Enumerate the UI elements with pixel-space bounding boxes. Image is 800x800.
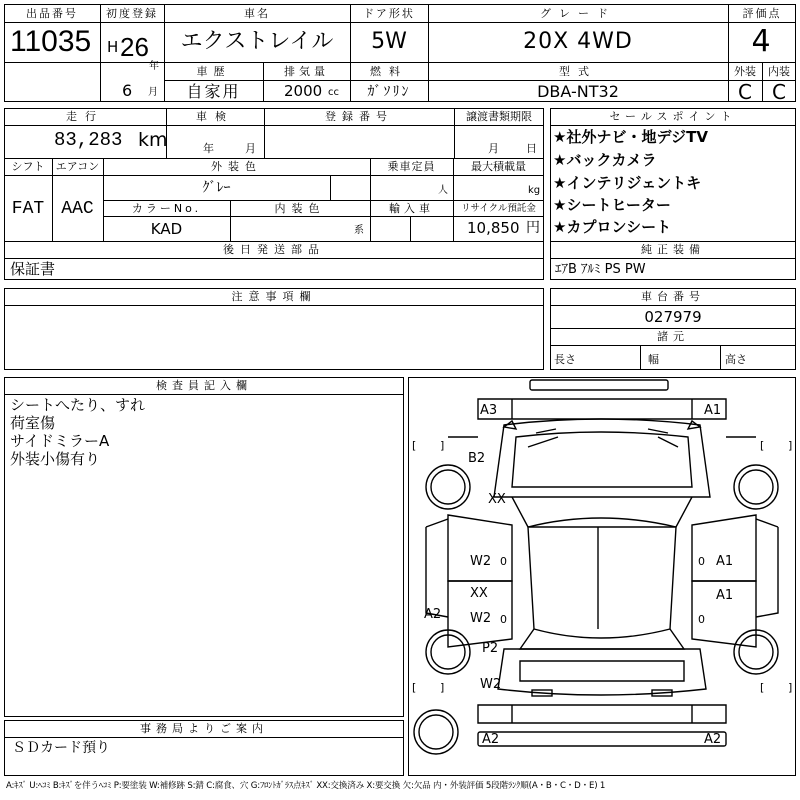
legend: A:ｷｽﾞ U:ﾍｺﾐ B:ｷｽﾞを伴うﾍｺﾐ P:要塗装 W:補修跡 S:錆 C:腐食、穴 G:ﾌﾛﾝﾄｶﾞﾗｽ点ｷｽﾞ XX:交換済み X:要交換 欠:欠品 内・外装評価 5段階ﾗﾝｸ順(A・B・C・D・E) 1 [6,781,606,791]
sales-point-1: ★社外ナビ・地デジTV [553,128,708,146]
capacity-label: 乗車定員 [387,160,436,173]
door-value: 5W [371,29,407,54]
interior-grade-value: C [772,79,786,104]
bracket-open-right-1: [ [760,439,765,452]
first-reg-label: 初度登録 [106,6,158,20]
mark-b2: B2 [468,451,486,466]
mileage-label: 走行 [66,110,104,123]
office-value: ＳＤカード預り [12,740,110,756]
chassis-value: 027979 [644,307,702,326]
zero-left-2: 0 [500,613,507,626]
displacement-value: 2000 [284,82,323,100]
mark-w2-3: W2 [480,677,502,692]
mark-w2-2: W2 [470,611,492,626]
mark-a2-br: A2 [704,732,722,747]
sales-point-3: ★インテリジェントキ [553,174,702,192]
score-label: 評価点 [742,6,782,20]
fuel-value: ｶﾞｿﾘﾝ [367,83,411,100]
sales-point-5: ★カプロンシート [553,218,672,236]
sales-point-4: ★シートヒーター [553,196,671,214]
bracket-close-left-1: ] [440,439,445,452]
transfer-day-unit: 日 [526,142,537,155]
displacement-label: 排気量 [284,65,329,78]
car-diagram [408,377,796,776]
first-reg-month: 6 [122,81,133,100]
history-value: 自家用 [186,81,241,101]
ext-color-label: 外装色 [211,160,262,173]
capacity-unit: 人 [438,185,448,196]
mark-xx-2: XX [470,586,488,601]
later-parts-label: 後日発送部品 [223,243,325,256]
inspector-note-3: サイドミラーA [10,432,110,450]
office-label: 事務局よりご案内 [140,722,268,735]
mileage-value: 83,283 [54,129,123,151]
grade-label: グレード [540,6,616,20]
mileage-unit: km [138,129,168,151]
car-name-value: エクストレイル [180,29,334,54]
reg-no-label: 登録番号 [325,110,393,123]
inspector-note-4: 外装小傷有り [10,450,101,468]
transfer-month-unit: 月 [488,142,499,155]
bracket-open-right-2: [ [760,681,765,694]
sales-point-2: ★バックカメラ [553,151,657,169]
ext-color-value: ｸﾞﾚｰ [202,180,231,196]
recycle-value: 10,850 [467,219,520,237]
aircon-label: エアコン [55,160,100,173]
dimensions-label: 諸元 [657,330,689,343]
grade-value: 20X 4WD [523,29,633,54]
bracket-close-right-1: ] [788,439,793,452]
model-label: 型式 [559,65,597,78]
equipment-label: 純正装備 [641,243,705,256]
inspector-label: 検査員記入欄 [156,379,252,392]
mark-a1-r1: A1 [716,554,734,569]
mark-a1-r2: A1 [716,588,734,603]
int-color-unit: 系 [354,225,364,236]
first-reg-month-unit: 月 [148,87,158,98]
transfer-label: 譲渡書類期限 [466,110,532,123]
model-value: DBA-NT32 [537,81,619,101]
door-label: ドア形状 [363,6,415,20]
shift-value: FAT [11,198,45,219]
notes-label: 注意事項欄 [231,290,317,303]
mark-a3-tl: A3 [480,403,498,418]
first-reg-era: H [107,38,119,56]
mark-xx-1: XX [488,492,506,507]
mark-a2-bl: A2 [482,732,500,747]
equipment-value: ｴｱB ｱﾙﾐ PS PW [555,262,646,277]
fuel-label: 燃料 [370,65,408,78]
zero-left-1: 0 [500,555,507,568]
mark-p2: P2 [482,641,499,656]
bracket-open-left-2: [ [412,681,417,694]
score-value: 4 [751,24,773,59]
displacement-unit: cc [328,87,339,98]
chassis-label: 車台番号 [641,290,705,303]
dimension-length-label: 長さ [554,353,576,366]
car-name-label: 車名 [244,6,270,20]
exterior-grade-label: 外装 [734,65,756,78]
bracket-open-left-1: [ [412,439,417,452]
exterior-grade-value: C [738,79,752,104]
lot-no-label: 出品番号 [26,6,78,20]
int-color-label: 内装色 [274,202,326,215]
max-load-label: 最大積載量 [471,160,526,173]
max-load-unit: kg [528,185,541,196]
mark-w2-1: W2 [470,554,492,569]
inspection-month-unit: 月 [245,142,256,155]
inspector-note-1: シートへたり、すれ [10,396,146,414]
later-parts-value: 保証書 [10,260,56,278]
inspector-box [4,377,404,717]
shift-label: シフト [11,160,45,173]
mark-a2-l: A2 [424,607,442,622]
bracket-close-right-2: ] [788,681,793,694]
sales-points-label: セールスポイント [609,110,737,123]
bracket-close-left-2: ] [440,681,445,694]
color-no-label: カラーNo. [131,202,202,215]
first-reg-year: 26 [120,32,149,62]
inspector-note-2: 荷室傷 [10,414,56,432]
interior-grade-label: 内装 [768,65,790,78]
mark-a1-tr: A1 [704,403,722,418]
inspection-label: 車検 [196,110,234,123]
dimension-width-label: 幅 [648,353,659,366]
aircon-value: AAC [61,198,94,219]
zero-right-1: 0 [698,555,705,568]
zero-right-2: 0 [698,613,705,626]
history-label: 車歴 [196,65,231,78]
lot-no-value: 11035 [10,25,92,58]
color-no-value: KAD [150,219,183,238]
inspection-year-unit: 年 [203,142,214,155]
recycle-label: リサイクル預託金 [461,202,536,214]
dimension-height-label: 高さ [725,353,747,366]
recycle-unit: 円 [526,220,540,236]
import-label: 輸入車 [389,202,434,215]
first-reg-year-unit: 年 [149,61,159,72]
